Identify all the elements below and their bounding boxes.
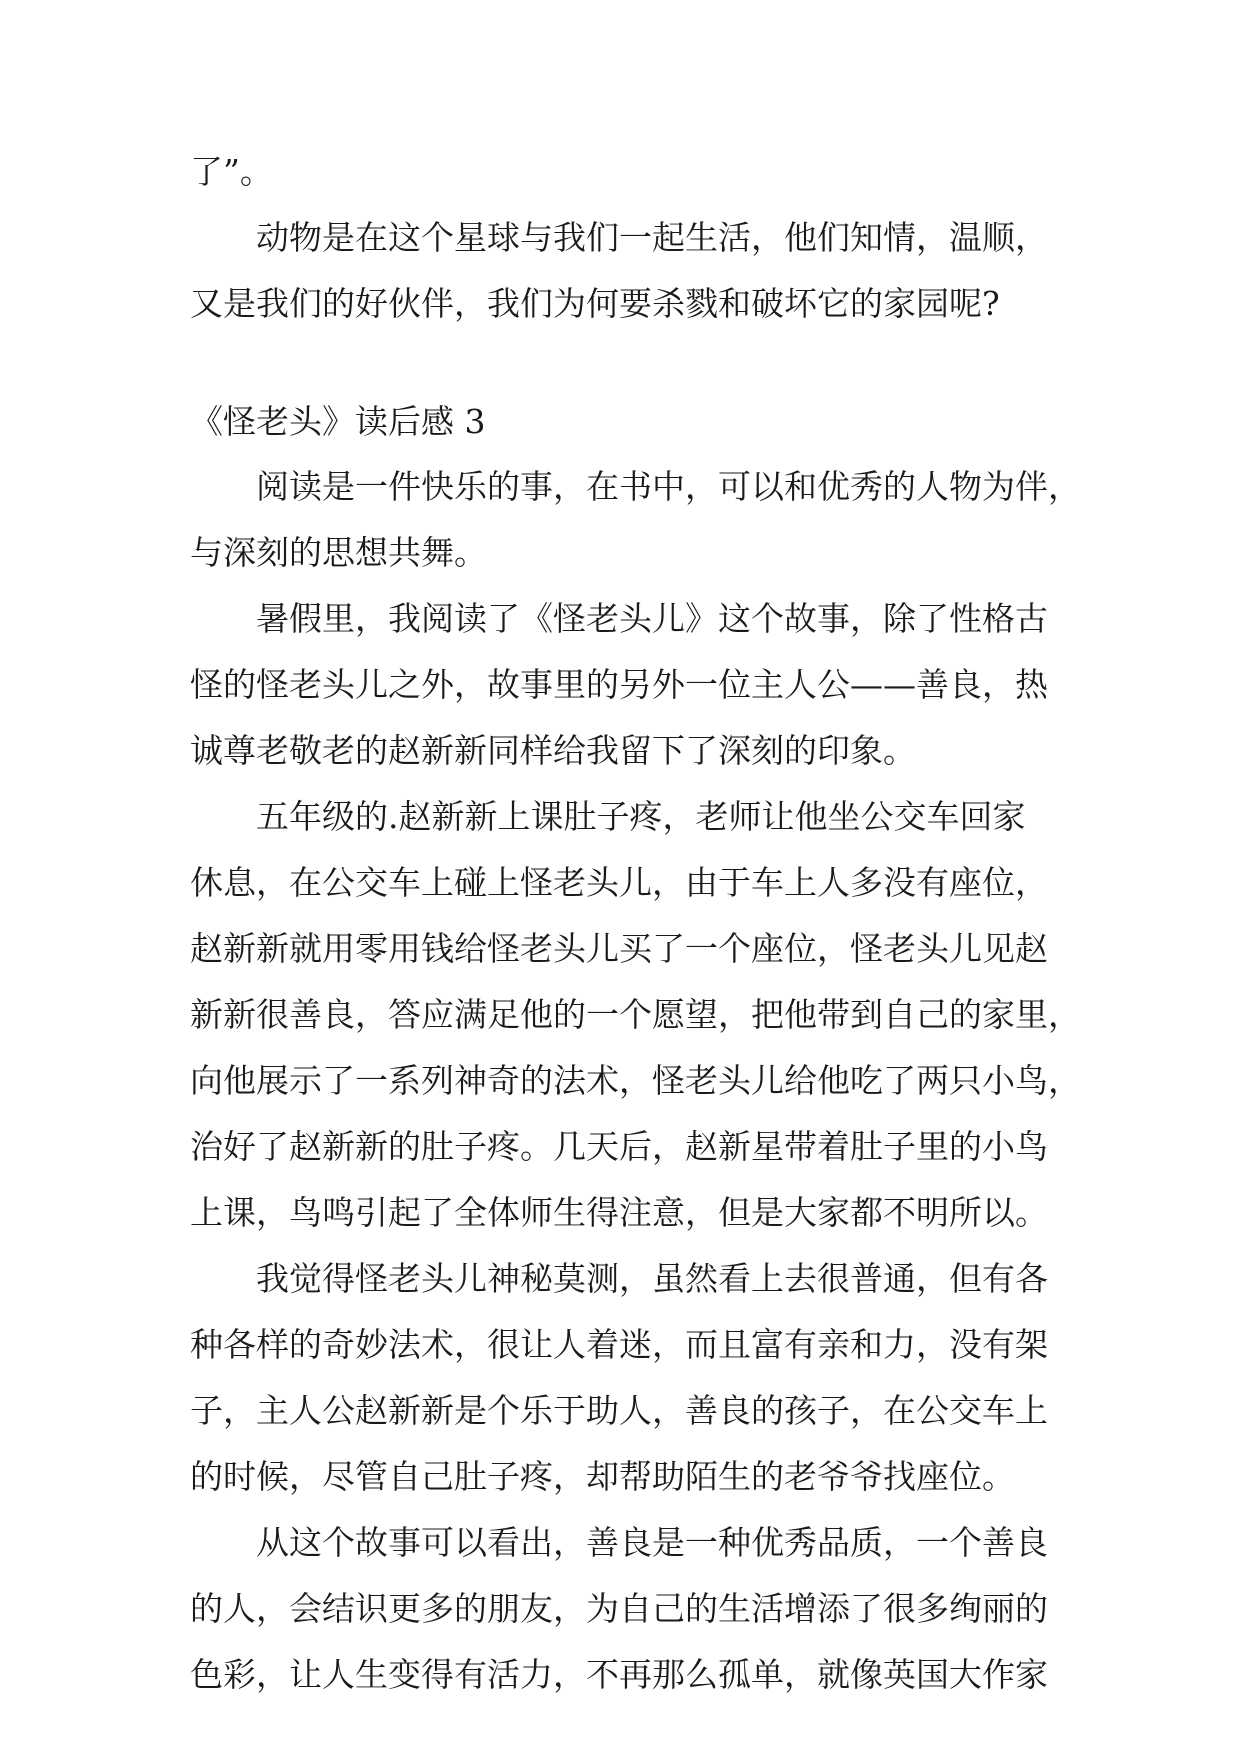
paragraph-line: 上课，鸟鸣引起了全体师生得注意，但是大家都不明所以。: [190, 1193, 1048, 1232]
paragraph-line: 动物是在这个星球与我们一起生活，他们知情，温顺，: [256, 218, 1048, 257]
continuation-line: 了”。: [190, 152, 273, 191]
paragraph-line: 诚尊老敬老的赵新新同样给我留下了深刻的印象。: [190, 731, 916, 770]
paragraph-line: 休息，在公交车上碰上怪老头儿，由于车上人多没有座位，: [190, 863, 1048, 902]
paragraph-line: 种各样的奇妙法术，很让人着迷，而且富有亲和力，没有架: [190, 1325, 1048, 1364]
paragraph-line: 子，主人公赵新新是个乐于助人，善良的孩子，在公交车上: [190, 1391, 1048, 1430]
paragraph-line: 阅读是一件快乐的事，在书中，可以和优秀的人物为伴，: [256, 467, 1081, 506]
paragraph-line: 与深刻的思想共舞。: [190, 533, 487, 572]
paragraph-line: 五年级的.赵新新上课肚子疼，老师让他坐公交车回家: [256, 797, 1026, 836]
paragraph-line: 又是我们的好伙伴，我们为何要杀戮和破坏它的家园呢?: [190, 284, 1000, 323]
paragraph-line: 从这个故事可以看出，善良是一种优秀品质，一个善良: [256, 1523, 1048, 1562]
paragraph-line: 色彩，让人生变得有活力，不再那么孤单，就像英国大作家: [190, 1655, 1048, 1694]
paragraph-line: 赵新新就用零用钱给怪老头儿买了一个座位，怪老头儿见赵: [190, 929, 1048, 968]
paragraph-line: 新新很善良，答应满足他的一个愿望，把他带到自己的家里，: [190, 995, 1081, 1034]
paragraph-line: 的人，会结识更多的朋友，为自己的生活增添了很多绚丽的: [190, 1589, 1048, 1628]
paragraph-line: 我觉得怪老头儿神秘莫测，虽然看上去很普通，但有各: [256, 1259, 1048, 1298]
paragraph-line: 治好了赵新新的肚子疼。几天后，赵新星带着肚子里的小鸟: [190, 1127, 1048, 1166]
section-title: 《怪老头》读后感 3: [190, 402, 486, 441]
paragraph-line: 暑假里，我阅读了《怪老头儿》这个故事，除了性格古: [256, 599, 1048, 638]
paragraph-line: 怪的怪老头儿之外，故事里的另外一位主人公——善良，热: [190, 665, 1048, 704]
paragraph-line: 向他展示了一系列神奇的法术，怪老头儿给他吃了两只小鸟，: [190, 1061, 1081, 1100]
paragraph-line: 的时候，尽管自己肚子疼，却帮助陌生的老爷爷找座位。: [190, 1457, 1015, 1496]
